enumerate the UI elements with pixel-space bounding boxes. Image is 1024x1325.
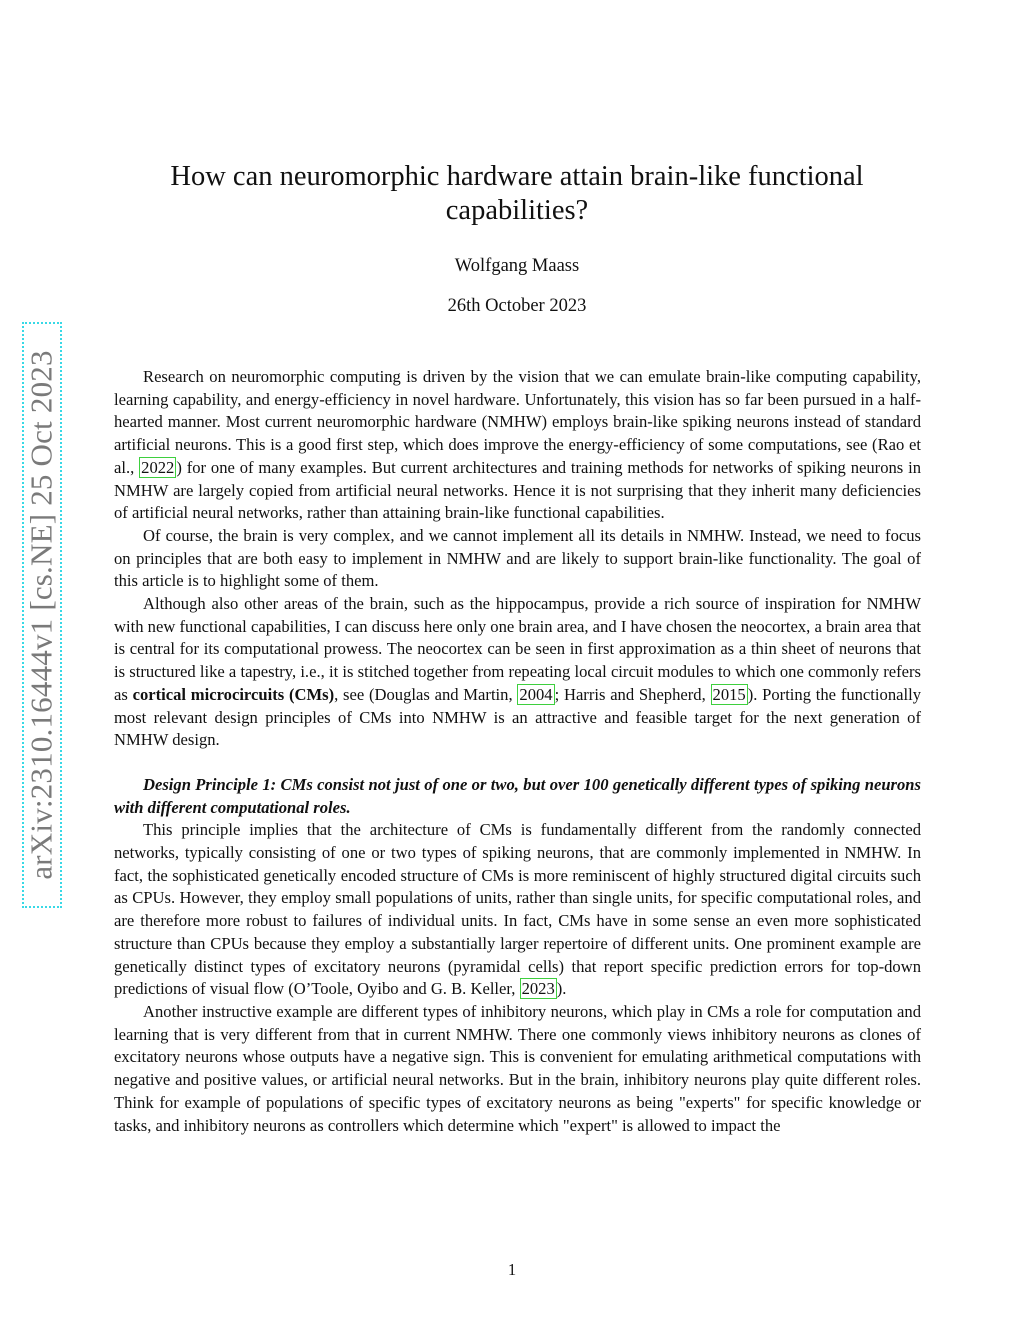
arxiv-identifier-stamp[interactable] bbox=[22, 322, 62, 908]
paper-body bbox=[114, 366, 921, 1137]
citation-link[interactable]: 2023 bbox=[521, 979, 555, 999]
paragraph-4: This principle implies that the architecture of CMs is fundamentally different from the randomly connected networks, typically consisting of one or two types of spiking neurons, that are commonly implemented in NMHW. In fact, the sophisticated genetically encoded structure of CMs is more reminiscent of highly structured digital circuits such as CPUs. However, they employ small populations of units, rather than single units, for specific computational roles, and are therefore more robust to failures of individual units. In fact, CMs have in some sense an even more sophisticated structure than CPUs because they employ a substantially larger repertoire of different units. One prominent example are genetically distinct types of excitatory neurons (pyramidal cells) that report specific prediction errors for top-down predictions of visual flow (O’Toole, Oyibo and G. B. Keller, 2023 ). bbox=[114, 820, 921, 999]
design-principle-1: Design Principle 1: CMs consist not just of one or two, but over 100 genetically different types of spiking neurons with different computational roles. bbox=[114, 774, 921, 817]
arxiv-identifier-text: arXiv:2310.16444v1 [cs.NE] 25 Oct 2023 bbox=[24, 350, 60, 880]
paragraph-abstract: Research on neuromorphic computing is driven by the vision that we can emulate brain-like computing capability, learning capability, and energy-efficiency in novel hardware. Unfortunately, this vision has so far been pursued in a half-hearted manner. Most current neuromorphic hardware (NMHW) employs brain-like spiking neurons instead of standard artificial neurons. This is a good first step, which does improve the energy-efficiency of some computations, see (Rao et al., 2022 ) for one of many examples. But current architectures and training methods for networks of spiking neurons in NMHW are largely copied from artificial neural networks. Hence it is not surprising that they inherit many deficiencies of artificial neural networks, rather than attaining brain-like functional capabilities. bbox=[114, 367, 922, 523]
citation-link[interactable]: 2022 bbox=[141, 457, 175, 477]
paragraph-3: Although also other areas of the brain, such as the hippocampus, provide a rich source of inspiration for NMHW with new functional capabilities, I can discuss here only one brain area, and I have chosen the neocortex, a brain area that is central for its computational prowess. The neocortex can be seen in first approximation as a thin sheet of neurons that is structured like a tapestry, i.e., it is stitched together from repeating local circuit modules to which one commonly refers as cortical microcircuits (CMs), see (Douglas and Martin, 2004 ; Harris and Shepherd, 2015 ). Porting the functionally most relevant design principles of CMs into NMHW is an attractive and feasible target for the next generation of NMHW design. bbox=[114, 594, 921, 750]
paragraph-5: Another instructive example are different types of inhibitory neurons, which play in CMs a role for computation and learning that is very different from that in current NMHW. There one commonly views inhibitory neurons as clones of excitatory neurons whose outputs have a negative sign. This is convenient for emulating arithmetical computations with negative and positive values, or artificial neural networks. But in the brain, inhibitory neurons play quite different roles. Think for example of populations of specific types of excitatory neurons as being "experts" for specific knowledge or tasks, and inhibitory neurons as controllers which determine which "expert" is allowed to impact the bbox=[114, 1001, 921, 1135]
citation-link[interactable]: 2004 bbox=[519, 684, 553, 704]
paper-title: How can neuromorphic hardware attain brain-like functional capabilities? bbox=[170, 161, 864, 226]
paragraph-2: Of course, the brain is very complex, and we cannot implement all its details in NMHW. Instead, we need to focus on principles that are both easy to implement in NMHW and are likely to support brain-like functionality. The goal of this article is to highlight some of them. bbox=[114, 525, 921, 591]
citation-link[interactable]: 2015 bbox=[712, 684, 746, 704]
term-cortical-microcircuits: cortical microcircuits (CMs) bbox=[132, 684, 335, 704]
paper-date: 26th October 2023 bbox=[447, 296, 587, 316]
page-number: 1 bbox=[507, 1260, 517, 1279]
paper-author: Wolfgang Maass bbox=[454, 256, 580, 276]
